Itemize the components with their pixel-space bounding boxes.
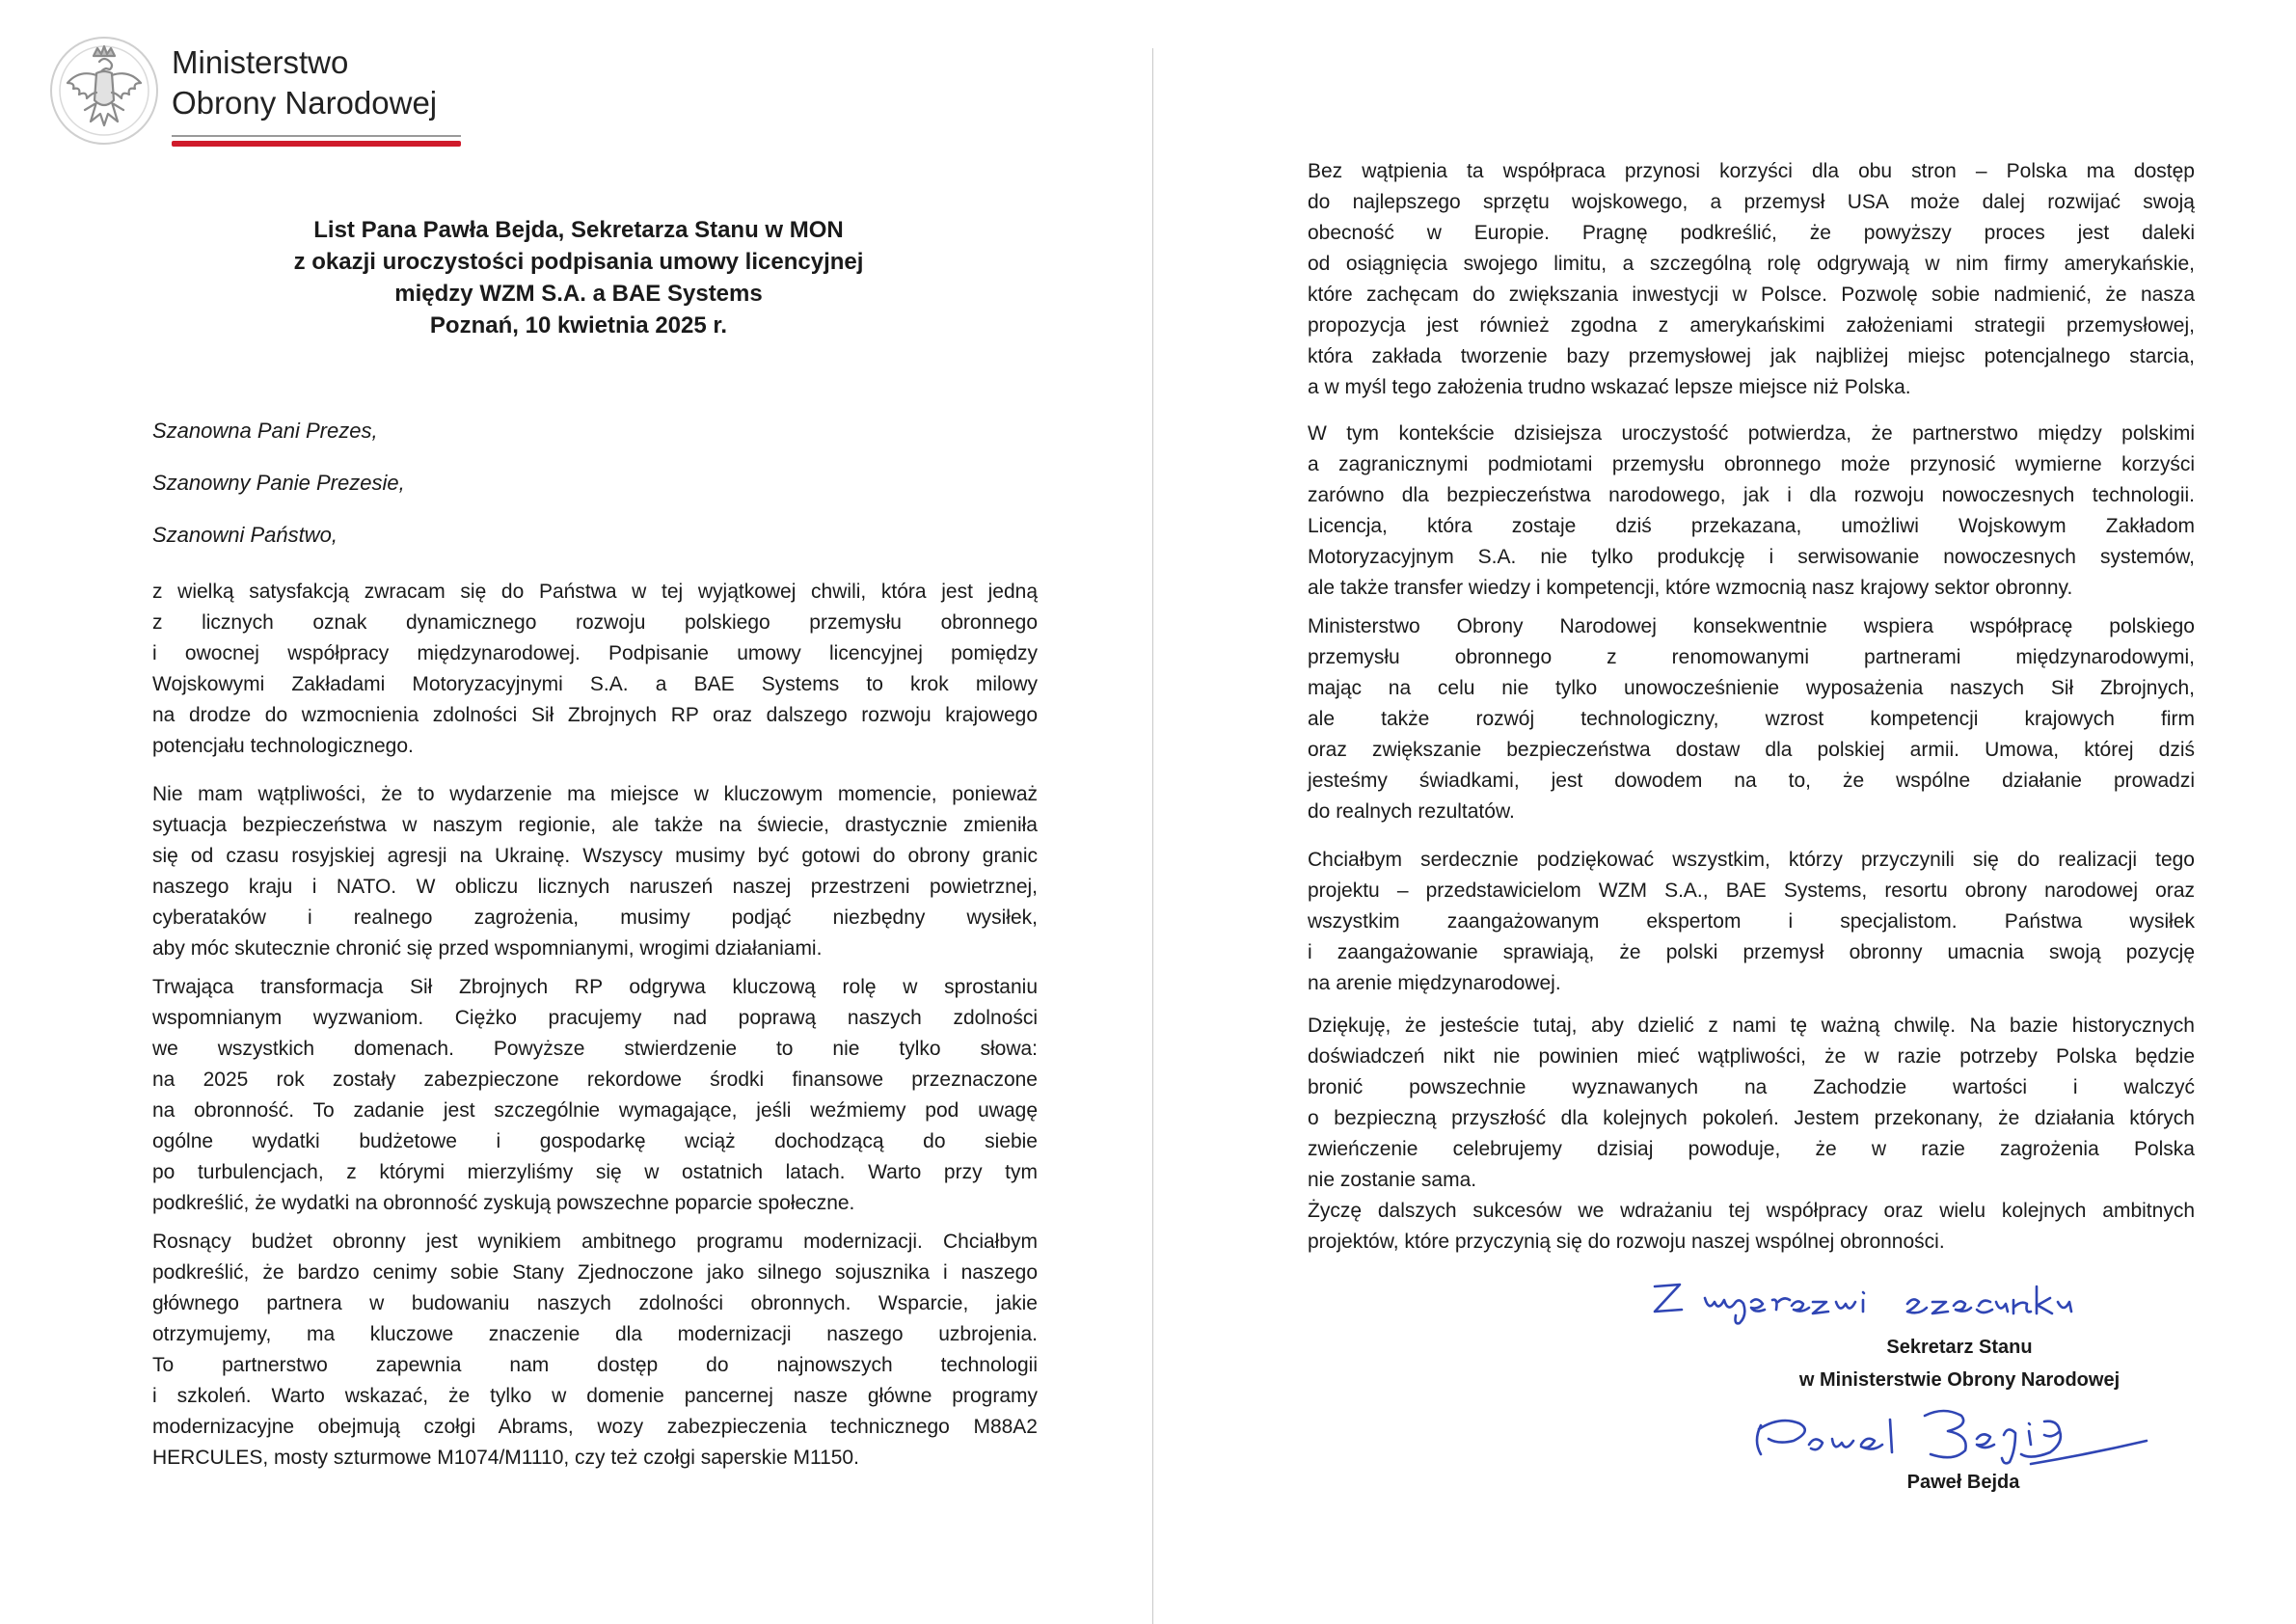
title-line: Poznań, 10 kwietnia 2025 r. <box>429 312 728 338</box>
ministry-name-line1: Ministerstwo <box>172 44 349 80</box>
text-line: wszystkim zaangażowanym ekspertom i specjalistom. Państwa wysiłek <box>1308 910 2195 933</box>
text-line: Bez wątpienia ta współpraca przynosi korzyści dla obu stron – Polska ma dostęp <box>1308 160 2195 182</box>
text-line: się od czasu rosyjskiej agresji na Ukrainę. Wszyscy musimy być gotowi do obrony granic <box>152 845 1038 867</box>
text-line: Motoryzacyjnym S.A. nie tylko produkcję i serwisowanie nowoczesnych systemów, <box>1308 546 2195 568</box>
text-line: mając na celu nie tylko unowocześnienie wyposażenia naszych Sił Zbrojnych, <box>1308 677 2195 699</box>
text-line: i szkoleń. Warto wskazać, że tylko w domenie pancernej nasze główne programy <box>152 1385 1038 1407</box>
text-line: Rosnący budżet obronny jest wynikiem ambitnego programu modernizacji. Chciałbym <box>152 1231 1038 1253</box>
text-line: bronić powszechnie wyznawanych na Zachodzie wartości i walczyć <box>1308 1076 2195 1098</box>
text-line: modernizacyjne obejmują czołgi Abrams, wozy zabezpieczenia technicznego M88A2 <box>152 1416 1038 1438</box>
paragraph <box>1308 611 2195 827</box>
text-line: W tym kontekście dzisiejsza uroczystość potwierdza, że partnerstwo między polskimi <box>1308 422 2195 445</box>
salutation-2: Szanowny Panie Prezesie, <box>152 471 405 495</box>
text-line: HERCULES, mosty szturmowe M1074/M1110, czy też czołgi saperskie M1150. <box>152 1447 859 1469</box>
text-line: obecność w Europie. Pragnę podkreślić, że powyższy proces jest daleki <box>1308 222 2195 244</box>
text-line: od osiągnięcia swojego limitu, a szczególną rolę odgrywają w nim firmy amerykańskie, <box>1308 253 2195 275</box>
text-line: we wszystkich domenach. Powyższe stwierdzenie to nie tylko słowa: <box>152 1038 1038 1060</box>
text-line: o bezpieczną przyszłość dla kolejnych pokoleń. Jestem przekonany, że działania których <box>1308 1107 2195 1129</box>
text-line: na drodze do wzmocnienia zdolności Sił Zbrojnych RP oraz dalszego rozwoju krajowego <box>152 704 1038 726</box>
text-line: podkreślić, że bardzo cenimy sobie Stany Zjednoczone jako silnego sojusznika i naszego <box>152 1261 1038 1284</box>
text-line: z licznych oznak dynamicznego rozwoju polskiego przemysłu obronnego <box>152 611 1038 634</box>
text-line: Ministerstwo Obrony Narodowej konsekwentnie wspiera współpracę polskiego <box>1308 615 2195 637</box>
text-line: cyberataków i realnego zagrożenia, musimy podjąć niezbędny wysiłek, <box>152 907 1038 929</box>
text-line: do najlepszego sprzętu wojskowego, a przemysł USA może dalej rozwijać swoją <box>1308 191 2195 213</box>
text-line: Wojskowymi Zakładami Motoryzacyjnymi S.A. a BAE Systems to krok milowy <box>152 673 1038 695</box>
text-line: propozycja jest również zgodna z amerykańskimi założeniami strategii przemysłowej, <box>1308 314 2195 337</box>
text-line: które zachęcam do zwiększania inwestycji w Polsce. Pozwolę sobie nadmienić, że nasza <box>1308 284 2195 306</box>
text-line: głównego partnera w budowaniu naszych zdolności obronnych. Wsparcie, jakie <box>152 1292 1038 1314</box>
text-line: ale także rozwój technologiczny, wzrost kompetencji krajowych firm <box>1308 708 2195 730</box>
text-line: przemysłu obronnego z renomowanymi partnerami międzynarodowymi, <box>1308 646 2195 668</box>
text-line: projektu – przedstawicielom WZM S.A., BAE Systems, resortu obrony narodowej oraz <box>1308 880 2195 902</box>
letterhead-accent-bar <box>172 141 461 147</box>
text-line: potencjału technologicznego. <box>152 735 414 757</box>
text-line: podkreślić, że wydatki na obronność zyskują powszechne poparcie społeczne. <box>152 1192 855 1214</box>
salutation-3: Szanowni Państwo, <box>152 523 338 547</box>
handwritten-greeting-icon <box>1647 1273 2187 1331</box>
paragraph <box>1308 156 2195 403</box>
text-line: sytuacja bezpieczeństwa w naszym regionie, ale także na świecie, drastycznie zmieniła <box>152 814 1038 836</box>
paragraph <box>1308 1196 2195 1258</box>
salutation-1: Szanowna Pani Prezes, <box>152 419 378 443</box>
text-line: Dziękuję, że jesteście tutaj, aby dzielić z nami tę ważną chwilę. Na bazie historycznych <box>1308 1015 2195 1037</box>
text-line: Chciałbym serdecznie podziękować wszystkim, którzy przyczynili się do realizacji tego <box>1308 849 2195 871</box>
text-line: wspomnianym wyzwaniom. Ciężko pracujemy nad poprawą naszych zdolności <box>152 1007 1038 1029</box>
signatory-position-line2: w Ministerstwie Obrony Narodowej <box>1798 1369 2120 1391</box>
text-line: zarówno dla bezpieczeństwa narodowego, jak i dla rozwoju nowoczesnych technologii. <box>1308 484 2195 506</box>
letter-title <box>145 214 1013 341</box>
paragraph <box>1308 419 2195 604</box>
text-line: i owocnej współpracy międzynarodowej. Podpisanie umowy licencyjnej pomiędzy <box>152 642 1038 664</box>
paragraph <box>152 1227 1038 1474</box>
paragraph <box>1308 1011 2195 1196</box>
text-line: zwieńczenie celebrujemy dzisiaj powoduje, że w razie zagrożenia Polska <box>1308 1138 2195 1160</box>
text-line: ogólne wydatki budżetowe i gospodarkę wciąż dochodzącą do siebie <box>152 1130 1038 1152</box>
title-line: z okazji uroczystości podpisania umowy licencyjnej <box>293 249 864 275</box>
text-line: aby móc skutecznie chronić się przed wspomnianymi, wrogimi działaniami. <box>152 937 823 960</box>
text-line: która zakłada tworzenie bazy przemysłowej jak najbliżej miejsc potencjalnego starcia, <box>1308 345 2195 367</box>
paragraph <box>152 577 1038 762</box>
text-line: i zaangażowanie sprawiają, że polski przemysł obronny umacnia swoją pozycję <box>1308 941 2195 963</box>
letterhead-rule <box>172 135 461 137</box>
text-line: na arenie międzynarodowej. <box>1308 972 1561 994</box>
text-line: a zagranicznymi podmiotami przemysłu obronnego może przynosić wymierne korzyści <box>1308 453 2195 475</box>
text-line: na 2025 rok zostały zabezpieczone rekordowe środki finansowe przeznaczone <box>152 1069 1038 1091</box>
text-line: Życzę dalszych sukcesów we wdrażaniu tej współpracy oraz wielu kolejnych ambitnych <box>1308 1200 2195 1222</box>
text-line: z wielką satysfakcją zwracam się do Państwa w tej wyjątkowej chwili, która jest jedną <box>152 581 1038 603</box>
text-line: naszego kraju i NATO. W obliczu licznych naruszeń naszej przestrzeni powietrznej, <box>152 876 1038 898</box>
paragraph <box>1308 845 2195 999</box>
text-line: jesteśmy świadkami, jest dowodem na to, że wspólne działanie prowadzi <box>1308 770 2195 792</box>
text-line: ale także transfer wiedzy i kompetencji, które wzmocnią nasz krajowy sektor obronny. <box>1308 577 2073 599</box>
signatory-name: Paweł Bejda <box>1906 1472 2020 1493</box>
text-line: po turbulencjach, z którymi mierzyliśmy się w ostatnich latach. Warto przy tym <box>152 1161 1038 1183</box>
text-line: otrzymujemy, ma kluczowe znaczenie dla modernizacji naszego uzbrojenia. <box>152 1323 1038 1345</box>
text-line: na obronność. To zadanie jest szczególnie wymagające, jeśli weźmiemy pod uwagę <box>152 1099 1038 1122</box>
paragraph <box>152 972 1038 1219</box>
handwritten-signature-icon <box>1742 1396 2166 1474</box>
ministry-name <box>172 42 437 123</box>
polish-eagle-emblem-icon <box>46 33 162 149</box>
paragraph <box>152 779 1038 964</box>
text-line: a w myśl tego założenia trudno wskazać lepsze miejsce niż Polska. <box>1308 376 1911 398</box>
text-line: do realnych rezultatów. <box>1308 800 1515 823</box>
text-line: Licencja, która zostaje dziś przekazana, umożliwi Wojskowym Zakładom <box>1308 515 2195 537</box>
ministry-name-line2: Obrony Narodowej <box>172 85 438 121</box>
signatory-position-line1: Sekretarz Stanu <box>1886 1337 2033 1358</box>
text-line: To partnerstwo zapewnia nam dostęp do najnowszych technologii <box>152 1354 1038 1376</box>
text-line: Nie mam wątpliwości, że to wydarzenie ma miejsce w kluczowym momencie, ponieważ <box>152 783 1038 805</box>
text-line: oraz zwiększanie bezpieczeństwa dostaw dla polskiej armii. Umowa, której dziś <box>1308 739 2195 761</box>
text-line: Trwająca transformacja Sił Zbrojnych RP odgrywa kluczową rolę w sprostaniu <box>152 976 1038 998</box>
title-line: między WZM S.A. a BAE Systems <box>394 281 763 307</box>
text-line: doświadczeń nikt nie powinien mieć wątpliwości, że w razie potrzeby Polska będzie <box>1308 1045 2195 1068</box>
text-line: projektów, które przyczynią się do rozwoju naszej wspólnej obronności. <box>1308 1231 1945 1253</box>
title-line: List Pana Pawła Bejda, Sekretarza Stanu w MON <box>313 217 844 243</box>
text-line: nie zostanie sama. <box>1308 1169 1477 1191</box>
